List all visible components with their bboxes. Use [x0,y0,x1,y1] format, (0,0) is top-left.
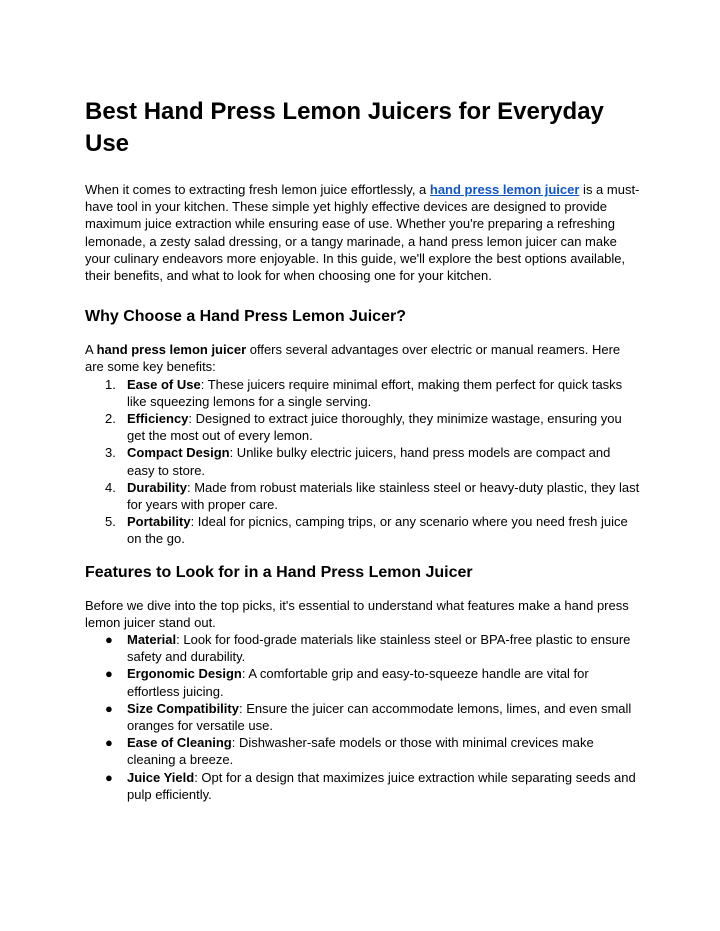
bullet-icon: ● [105,735,113,751]
list-item [85,444,641,478]
bullet-icon: ● [105,700,113,716]
list-item-term: Ease of Use [127,376,201,392]
list-item-text: : Designed to extract juice thoroughly, they minimize wastage, ensuring you get the most out of every lemon. [127,411,622,444]
why-paragraph [85,341,641,375]
why-bold-term: hand press lemon juicer [96,342,247,358]
page-title: Best Hand Press Lemon Juicers for Everyday Use [85,98,604,157]
list-item-text: : Ideal for picnics, camping trips, or any scenario where you need fresh juice on the go. [127,514,628,547]
bullet-icon: ● [105,769,113,785]
list-item [85,376,641,410]
list-item-text: : A comfortable grip and easy-to-squeeze handle are vital for effortless juicing. [127,666,589,699]
why-text-before: A [85,342,97,358]
list-item-term: Efficiency [127,411,189,427]
list-item [85,631,641,665]
list-item-text: : Opt for a design that maximizes juice extraction while separating seeds and pulp efficiently. [127,769,636,802]
list-item-term: Material [127,632,177,648]
list-item [85,769,641,803]
list-item-text: : Made from robust materials like stainless steel or heavy-duty plastic, they last for years with proper care. [127,479,640,513]
intro-paragraph [85,181,641,284]
bullet-icon: ● [105,632,113,648]
list-item-term: Ease of Cleaning [127,735,232,751]
document-body [85,96,641,803]
list-number: 5. [105,514,116,530]
list-number: 4. [105,479,116,495]
list-item-term: Portability [127,514,191,530]
list-number: 3. [105,445,116,461]
list-item-term: Ergonomic Design [127,666,242,682]
list-item [85,513,641,547]
list-item [85,410,641,444]
list-item-text: : Dishwasher-safe models or those with minimal crevices make cleaning a breeze. [127,735,594,768]
features-list [85,631,641,803]
list-item-text: : Unlike bulky electric juicers, hand press models are compact and easy to store. [127,445,611,478]
list-item-text: : Look for food-grade materials like stainless steel or BPA-free plastic to ensure safety and durability. [127,632,631,665]
features-paragraph: Before we dive into the top picks, it's essential to understand what features make a hand press lemon juicer stand out. [85,597,629,630]
section-heading-features: Features to Look for in a Hand Press Lemon Juicer [85,563,473,581]
section-heading-why: Why Choose a Hand Press Lemon Juicer? [85,308,406,326]
bullet-icon: ● [105,666,113,682]
list-item [85,479,641,513]
why-text-after: offers several advantages over electric or manual reamers. Here are some key benefits: [85,342,621,375]
list-item-text: : These juicers require minimal effort, making them perfect for quick tasks like squeezing lemons for a single serving. [127,376,623,409]
benefits-list [85,376,641,548]
list-item-term: Size Compatibility [127,700,239,716]
list-item [85,734,641,768]
hand-press-lemon-juicer-link[interactable]: hand press lemon juicer [429,182,580,197]
intro-text-after-link: is a must-have tool in your kitchen. These simple yet highly effective devices are designed to provide maximum juice extraction while ensuring ease of use. Whether you're preparing a refreshing lemonade, a zesty salad dressing, or a tangy marinade, a hand press lemon juicer can make your culinary endeavors more enjoyable. In this guide, we'll explore the best options available, their benefits, and what to look for when choosing one for your kitchen. [85,182,640,284]
list-item-term: Juice Yield [127,769,195,785]
list-item-term: Compact Design [127,445,230,461]
list-number: 2. [105,411,116,427]
list-item-text: : Ensure the juicer can accommodate lemons, limes, and even small oranges for versatile use. [127,700,632,734]
list-item [85,665,641,699]
intro-text-before-link: When it comes to extracting fresh lemon juice effortlessly, a [85,182,430,197]
list-number: 1. [105,376,116,392]
list-item-term: Durability [127,479,187,495]
list-item [85,700,641,734]
